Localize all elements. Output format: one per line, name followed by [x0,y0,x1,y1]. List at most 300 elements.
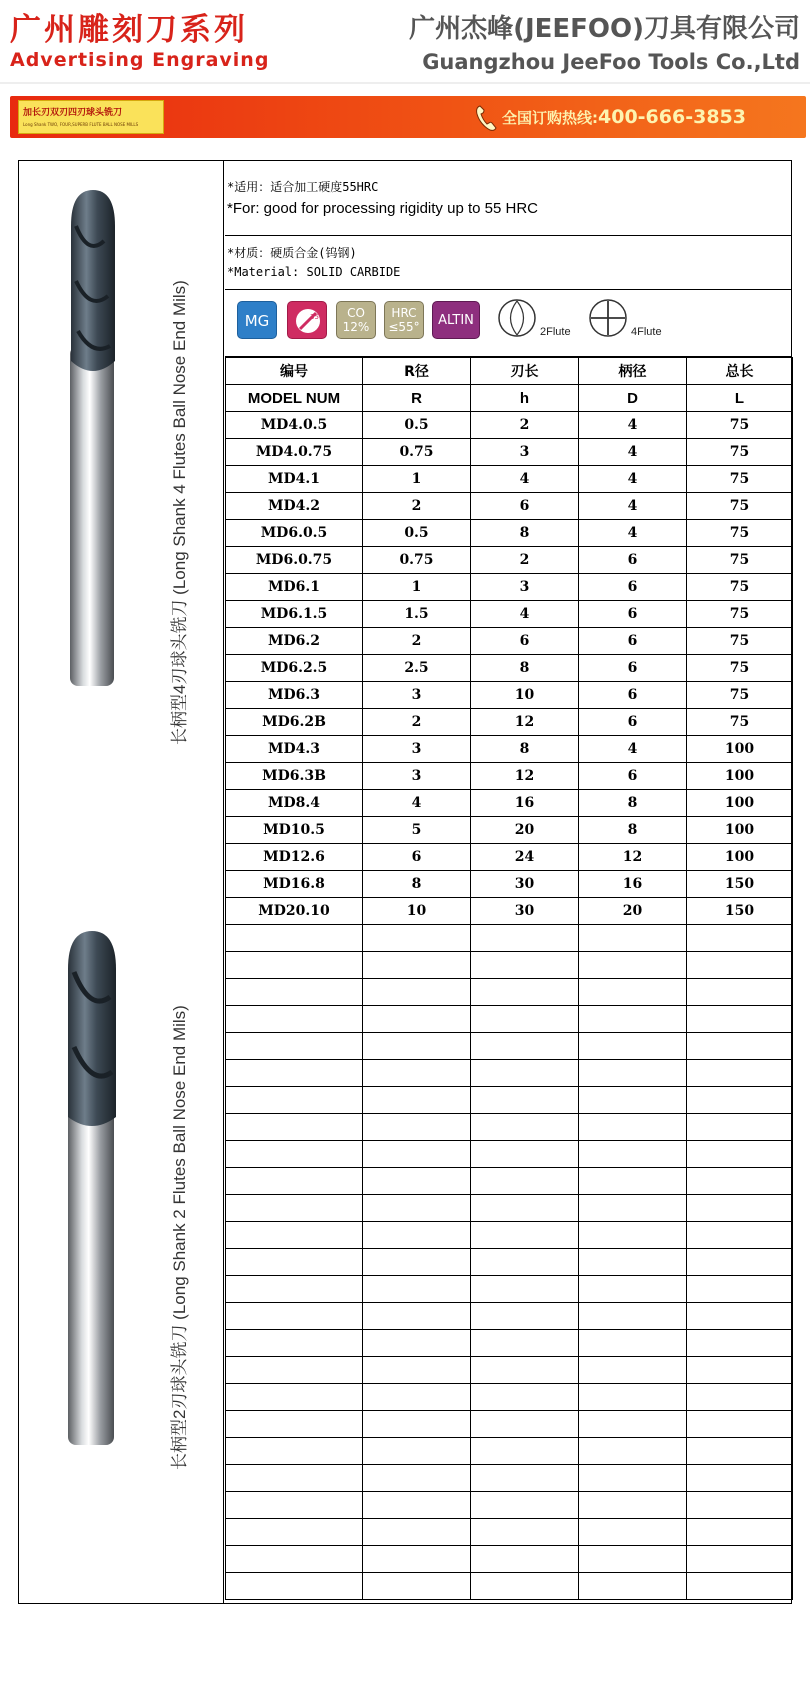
empty-cell [471,1114,579,1141]
empty-cell [579,952,687,979]
empty-cell [363,979,471,1006]
empty-cell [226,1249,363,1276]
hrc-badge-bottom: ≤55° [388,320,420,334]
table-cell: 8 [579,817,687,844]
table-row [226,790,793,817]
empty-cell [471,1492,579,1519]
empty-cell [363,1249,471,1276]
altin-badge: ALTIN [432,301,480,339]
table-cell: 6 [579,763,687,790]
empty-row [226,952,793,979]
table-cell: MD4.1 [226,466,363,493]
empty-cell [226,1222,363,1249]
empty-cell [687,1384,793,1411]
empty-cell [687,1411,793,1438]
table-row [226,844,793,871]
company-name-en: Guangzhou JeeFoo Tools Co.,Ltd [422,50,800,74]
empty-cell [687,1114,793,1141]
empty-cell [687,1357,793,1384]
empty-cell [471,1060,579,1087]
table-cell: 6 [579,547,687,574]
empty-row [226,1033,793,1060]
table-cell: 6 [363,844,471,871]
table-cell: MD6.2 [226,628,363,655]
table-cell: 150 [687,871,793,898]
empty-cell [363,1033,471,1060]
empty-cell [579,1384,687,1411]
table-cell: MD4.0.5 [226,412,363,439]
empty-cell [226,1087,363,1114]
usage-info [225,160,792,236]
empty-cell [687,1006,793,1033]
empty-cell [226,1357,363,1384]
table-cell: 100 [687,763,793,790]
empty-cell [471,1006,579,1033]
empty-cell [471,1222,579,1249]
series-title: 广州雕刻刀系列 [10,12,248,48]
empty-cell [471,1357,579,1384]
table-row [226,466,793,493]
helix-angle-badge [287,301,327,339]
table-cell: 4 [579,736,687,763]
header-cell: 刃长 [471,358,579,385]
empty-row [226,1357,793,1384]
empty-cell [363,1330,471,1357]
empty-cell [363,1141,471,1168]
table-cell: 4 [579,412,687,439]
empty-cell [363,1519,471,1546]
empty-cell [687,1438,793,1465]
empty-cell [687,1303,793,1330]
empty-cell [363,1303,471,1330]
table-cell: MD6.1.5 [226,601,363,628]
empty-cell [471,1465,579,1492]
hotline-label: 全国订购热线: [502,109,598,127]
table-cell: 75 [687,601,793,628]
mg-badge: MG [237,301,277,339]
empty-row [226,1195,793,1222]
table-cell: 75 [687,439,793,466]
product-tag [18,100,164,134]
table-cell: 3 [363,736,471,763]
table-row [226,574,793,601]
empty-cell [363,1465,471,1492]
cobalt-badge-bottom: 12% [342,320,370,334]
empty-cell [226,1033,363,1060]
table-cell: MD6.0.75 [226,547,363,574]
empty-row [226,979,793,1006]
empty-cell [471,1303,579,1330]
empty-cell [579,1114,687,1141]
table-cell: 8 [471,655,579,682]
empty-cell [579,1330,687,1357]
empty-cell [687,1168,793,1195]
table-cell: 24 [471,844,579,871]
table-cell: MD4.0.75 [226,439,363,466]
table-cell: 100 [687,736,793,763]
table-cell: 100 [687,817,793,844]
table-cell: 75 [687,655,793,682]
table-cell: 6 [579,628,687,655]
tool-4-flute-image [58,186,128,694]
table-row [226,682,793,709]
empty-cell [226,1195,363,1222]
table-cell: MD12.6 [226,844,363,871]
empty-cell [226,952,363,979]
header-cell: R [363,385,471,412]
table-cell: 4 [579,520,687,547]
empty-cell [471,1276,579,1303]
empty-cell [471,1087,579,1114]
empty-cell [363,1276,471,1303]
empty-cell [687,1087,793,1114]
empty-cell [579,1222,687,1249]
table-cell: 6 [579,601,687,628]
empty-row [226,1141,793,1168]
table-cell: 75 [687,466,793,493]
empty-cell [363,1195,471,1222]
empty-cell [687,952,793,979]
empty-cell [471,1195,579,1222]
material-text-en: *Material: SOLID CARBIDE [227,265,401,279]
table-row [226,412,793,439]
empty-cell [579,1141,687,1168]
empty-cell [579,1465,687,1492]
table-cell: 1 [363,574,471,601]
empty-cell [687,1222,793,1249]
empty-cell [226,1573,363,1600]
table-cell: 75 [687,709,793,736]
table-cell: 75 [687,412,793,439]
table-cell: 20 [471,817,579,844]
table-row [226,547,793,574]
empty-cell [226,1546,363,1573]
table-cell: 12 [471,709,579,736]
table-cell: MD6.2.5 [226,655,363,682]
helix-angle-icon [288,302,328,340]
empty-cell [579,925,687,952]
table-cell: 3 [471,574,579,601]
empty-cell [226,1384,363,1411]
empty-cell [226,1330,363,1357]
table-row [226,601,793,628]
table-cell: 6 [471,628,579,655]
table-cell: 6 [471,493,579,520]
table-cell: 10 [471,682,579,709]
hrc-badge-top: HRC [391,306,417,320]
empty-cell [226,1114,363,1141]
table-cell: MD4.2 [226,493,363,520]
empty-row [226,925,793,952]
empty-cell [579,1573,687,1600]
table-row [226,628,793,655]
table-row [226,736,793,763]
material-info [225,236,792,290]
header-cell: D [579,385,687,412]
empty-cell [363,1357,471,1384]
empty-cell [687,1195,793,1222]
empty-row [226,1492,793,1519]
empty-cell [363,1114,471,1141]
empty-cell [579,1087,687,1114]
caption-2-flute: 长柄型2刃球头铣刀 (Long Shank 2 Flutes Ball Nose End Mils) [170,1005,189,1470]
empty-cell [363,1546,471,1573]
company-name-cn: 广州杰峰(JEEFOO)刀具有限公司 [409,14,800,44]
empty-row [226,1006,793,1033]
table-cell: 4 [471,601,579,628]
table-cell: 1 [363,466,471,493]
table-cell: 8 [579,790,687,817]
table-cell: 12 [471,763,579,790]
empty-cell [579,1006,687,1033]
table-cell: 4 [363,790,471,817]
empty-cell [687,1492,793,1519]
empty-cell [687,1141,793,1168]
table-cell: 0.5 [363,412,471,439]
table-row [226,520,793,547]
table-cell: 2 [471,547,579,574]
empty-cell [471,952,579,979]
empty-cell [687,1546,793,1573]
empty-cell [579,1060,687,1087]
empty-cell [226,1438,363,1465]
table-cell: MD16.8 [226,871,363,898]
empty-cell [226,979,363,1006]
table-cell: 8 [471,520,579,547]
empty-cell [687,1276,793,1303]
empty-row [226,1573,793,1600]
empty-cell [471,1249,579,1276]
empty-cell [579,1411,687,1438]
empty-cell [471,1384,579,1411]
empty-cell [226,1492,363,1519]
empty-row [226,1384,793,1411]
caption-4-flute: 长柄型4刃球头铣刀 (Long Shank 4 Flutes Ball Nose End Mils) [170,280,189,745]
table-cell: 75 [687,682,793,709]
empty-row [226,1114,793,1141]
cobalt-badge [336,301,376,339]
table-row [226,763,793,790]
empty-cell [579,1438,687,1465]
four-flute-label: 4Flute [631,326,662,338]
empty-cell [363,1060,471,1087]
empty-row [226,1060,793,1087]
empty-cell [363,1438,471,1465]
table-cell: 30 [471,898,579,925]
table-cell: 0.75 [363,439,471,466]
empty-cell [579,1276,687,1303]
empty-row [226,1276,793,1303]
empty-cell [363,1411,471,1438]
table-cell: MD4.3 [226,736,363,763]
empty-row [226,1411,793,1438]
header-row-cn [226,358,793,385]
empty-cell [471,1033,579,1060]
empty-row [226,1465,793,1492]
empty-cell [579,979,687,1006]
empty-row [226,1222,793,1249]
product-tag-subtext: Long Shank TWO, FOUR,SUPERB FLUTE BALL NOSE MILLS [23,122,139,127]
table-cell: 75 [687,547,793,574]
table-cell: 75 [687,493,793,520]
table-cell: 30 [471,871,579,898]
hrc-badge [384,301,424,339]
empty-cell [363,1384,471,1411]
header-cell: h [471,385,579,412]
empty-cell [471,1546,579,1573]
table-cell: 6 [579,574,687,601]
usage-text-cn: *适用：适合加工硬度55HRC [227,180,379,194]
table-row [226,871,793,898]
table-cell: 2 [363,709,471,736]
table-row [226,898,793,925]
table-cell: MD10.5 [226,817,363,844]
header-cell: 柄径 [579,358,687,385]
material-text-cn: *材质：硬质合金(钨钢) [227,246,357,260]
header-cell: 编号 [226,358,363,385]
cobalt-badge-top: CO [347,306,365,320]
empty-cell [579,1546,687,1573]
table-cell: MD6.3 [226,682,363,709]
table-cell: 20 [579,898,687,925]
empty-cell [471,979,579,1006]
empty-cell [579,1492,687,1519]
table-cell: 4 [579,493,687,520]
spec-table [225,357,793,1600]
table-cell: MD6.0.5 [226,520,363,547]
header-row-en [226,385,793,412]
empty-cell [687,1573,793,1600]
table-cell: 5 [363,817,471,844]
table-cell: 100 [687,790,793,817]
table-cell: 2.5 [363,655,471,682]
table-cell: 16 [579,871,687,898]
empty-row [226,1519,793,1546]
table-cell: 6 [579,709,687,736]
table-cell: 6 [579,655,687,682]
empty-cell [687,1330,793,1357]
empty-cell [226,1519,363,1546]
header-cell: L [687,385,793,412]
table-row [226,817,793,844]
usage-text-en: *For: good for processing rigidity up to 55 HRC [227,200,538,217]
table-cell: 150 [687,898,793,925]
table-cell: 12 [579,844,687,871]
table-cell: 0.75 [363,547,471,574]
table-cell: MD6.2B [226,709,363,736]
table-cell: 2 [363,628,471,655]
four-flute-icon [587,297,629,339]
series-subtitle: Advertising Engraving [10,49,270,71]
header-cell: 总长 [687,358,793,385]
empty-cell [471,1330,579,1357]
empty-cell [363,1006,471,1033]
empty-cell [471,1519,579,1546]
helix-angle-label: 35° [310,313,323,321]
empty-row [226,1249,793,1276]
empty-cell [687,1249,793,1276]
empty-cell [471,925,579,952]
table-cell: 3 [363,682,471,709]
table-cell: 2 [363,493,471,520]
empty-cell [363,1492,471,1519]
empty-row [226,1438,793,1465]
table-cell: 4 [579,439,687,466]
empty-cell [226,1141,363,1168]
empty-row [226,1087,793,1114]
table-cell: 75 [687,574,793,601]
table-cell: 8 [471,736,579,763]
empty-cell [363,952,471,979]
empty-cell [579,1195,687,1222]
table-cell: MD6.1 [226,574,363,601]
table-cell: 0.5 [363,520,471,547]
empty-cell [687,979,793,1006]
table-row [226,709,793,736]
empty-row [226,1330,793,1357]
empty-cell [471,1141,579,1168]
table-cell: 6 [579,682,687,709]
empty-cell [363,1168,471,1195]
phone-icon [474,104,498,132]
table-cell: 10 [363,898,471,925]
empty-row [226,1168,793,1195]
table-cell: MD8.4 [226,790,363,817]
table-cell: 3 [471,439,579,466]
header-cell: R径 [363,358,471,385]
empty-cell [226,1276,363,1303]
empty-cell [471,1438,579,1465]
empty-cell [226,1006,363,1033]
empty-cell [687,1519,793,1546]
empty-cell [471,1411,579,1438]
table-cell: 1.5 [363,601,471,628]
empty-cell [226,1060,363,1087]
empty-cell [226,1411,363,1438]
empty-cell [579,1168,687,1195]
tool-2-flute-image [56,927,128,1452]
two-flute-icon [496,297,538,339]
empty-cell [687,1033,793,1060]
empty-cell [226,1465,363,1492]
empty-cell [579,1033,687,1060]
empty-cell [226,1168,363,1195]
table-row [226,439,793,466]
empty-cell [226,1303,363,1330]
empty-cell [363,925,471,952]
header-cell: MODEL NUM [226,385,363,412]
table-row [226,493,793,520]
table-cell: 16 [471,790,579,817]
empty-cell [579,1519,687,1546]
empty-cell [687,1060,793,1087]
table-cell: 75 [687,520,793,547]
empty-cell [579,1357,687,1384]
empty-cell [226,925,363,952]
empty-row [226,1546,793,1573]
hotline-number: 400-666-3853 [598,106,746,128]
table-row [226,655,793,682]
hotline [502,106,746,128]
table-cell: 75 [687,628,793,655]
table-cell: MD6.3B [226,763,363,790]
empty-cell [579,1249,687,1276]
empty-cell [687,1465,793,1492]
table-cell: 100 [687,844,793,871]
two-flute-label: 2Flute [540,326,571,338]
table-cell: MD20.10 [226,898,363,925]
empty-cell [363,1087,471,1114]
